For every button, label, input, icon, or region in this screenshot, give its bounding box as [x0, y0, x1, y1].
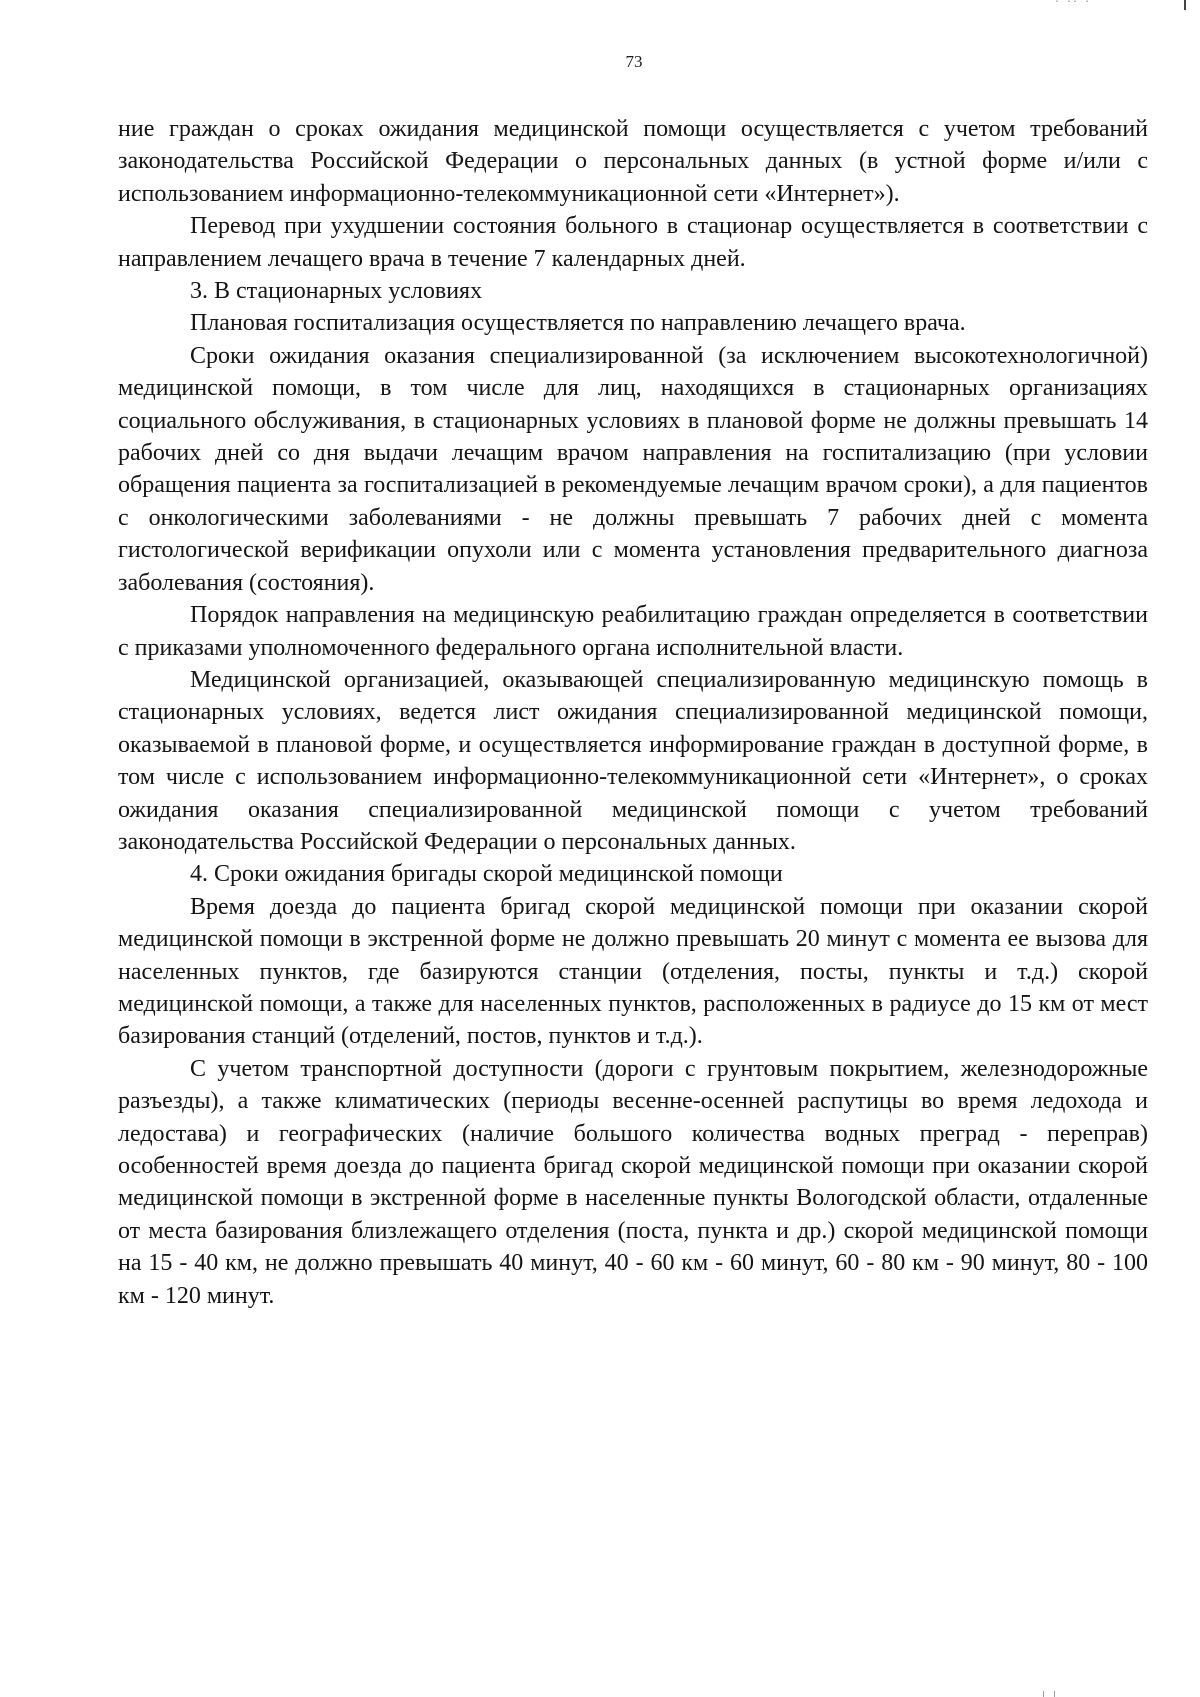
- paragraph-planned-hospitalization: Плановая госпитализация осуществляется по направлению лечащего врача.: [190, 310, 966, 337]
- paragraph-waiting-times: Сроки ожидания оказания специализированной (за исключением высокотехнологичной) медицинской помощи, в том числе для лиц, находящихся в стационарных организациях социального обслуживания, в стационарных условиях в плановой форме не должны превышать 14 рабочих дней со дня выдачи лечащим врачом направления на госпитализацию (при условии обращения пациента за госпитализацией в рекомендуемые лечащим врачом сроки), а для пациентов с онкологическими заболеваниями - не должны превышать 7 рабочих дней с момента гистологической верификации опухоли или с момента установления предварительного диагноза заболевания (состояния).: [118, 342, 1148, 596]
- paragraph-arrival-time: Время доезда до пациента бригад скорой медицинской помощи при оказании скорой медицинской помощи в экстренной форме не должно превышать 20 минут с момента ее вызова для населенных пунктов, где базируются станции (отделения, посты, пункты и т.д.) скорой медицинской помощи, а также для населенных пунктов, расположенных в радиусе до 15 км от мест базирования станций (отделений, постов, пунктов и т.д.).: [118, 893, 1148, 1050]
- scan-edge-mark: [1184, 0, 1186, 10]
- section-heading-ambulance: 4. Сроки ожидания бригады скорой медицинской помощи: [190, 861, 783, 888]
- scan-edge-mark-bottom: [1043, 1691, 1055, 1697]
- scan-artifact: · ·· ·: [1053, 0, 1090, 8]
- paragraph-transfer: Перевод при ухудшении состояния больного в стационар осуществляется в соответствии с направлением лечащего врача в течение 7 календарных дней.: [118, 213, 1148, 272]
- paragraph-rehabilitation: Порядок направления на медицинскую реабилитацию граждан определяется в соответствии с приказами уполномоченного федерального органа исполнительной власти.: [118, 602, 1148, 661]
- document-body: [118, 113, 1148, 1312]
- section-heading-inpatient: 3. В стационарных условиях: [190, 278, 483, 305]
- page-number: 73: [625, 52, 643, 71]
- paragraph-waiting-list: Медицинской организацией, оказывающей специализированную медицинскую помощь в стационарных условиях, ведется лист ожидания специализированной медицинской помощи, оказываемой в плановой форме, и осуществляется информирование граждан в доступной форме, в том числе с использованием информационно-телекоммуникационной сети «Интернет», о сроках ожидания оказания специализированной медицинской помощи с учетом требований законодательства Российской Федерации о персональных данных.: [118, 666, 1148, 855]
- paragraph-continuation: ние граждан о сроках ожидания медицинской помощи осуществляется с учетом требований законодательства Российской Федерации о персональных данных (в устной форме и/или с использованием информационно-телекоммуникационной сети «Интернет»).: [118, 116, 1148, 207]
- paragraph-transport-access: С учетом транспортной доступности (дороги с грунтовым покрытием, железнодорожные разъезды), а также климатических (периоды весенне-осенней распутицы во время ледохода и ледостава) и географических (наличие большого количества водных преград - переправ) особенностей время доезда до пациента бригад скорой медицинской помощи при оказании скорой медицинской помощи в экстренной форме в населенные пункты Вологодской области, отдаленные от места базирования близлежащего отделения (поста, пункта и др.) скорой медицинской помощи на 15 - 40 км, не должно превышать 40 минут, 40 - 60 км - 60 минут, 60 - 80 км - 90 минут, 80 - 100 км - 120 минут.: [118, 1055, 1148, 1309]
